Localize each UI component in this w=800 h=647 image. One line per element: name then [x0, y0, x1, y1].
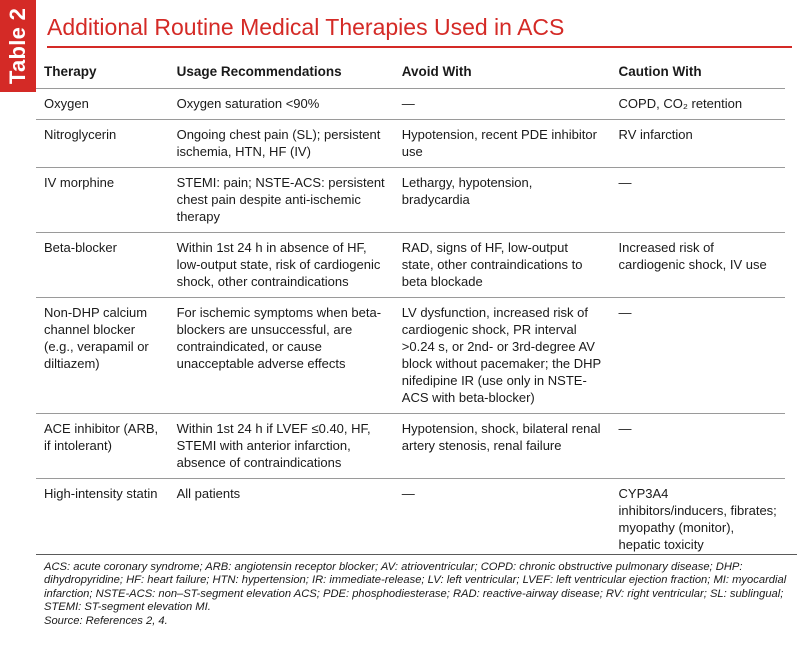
cell-avoid: LV dysfunction, increased risk of cardiogenic shock, PR interval >0.24 s, or 2nd- or 3rd-degree AV block without pacemaker; the DHP nifedipine IR (use only in NSTE-ACS with beta-blocker) — [394, 298, 611, 414]
cell-therapy: Beta-blocker — [36, 233, 169, 298]
table-row — [36, 414, 785, 479]
cell-therapy: Nitroglycerin — [36, 120, 169, 168]
cell-usage: Oxygen saturation <90% — [169, 89, 394, 120]
cell-usage: Ongoing chest pain (SL); persistent ischemia, HTN, HF (IV) — [169, 120, 394, 168]
table-row — [36, 298, 785, 414]
cell-therapy: Non-DHP calcium channel blocker (e.g., verapamil or diltiazem) — [36, 298, 169, 414]
table-row — [36, 168, 785, 233]
table-row — [36, 479, 785, 561]
cell-caution: — — [611, 168, 785, 233]
header-usage-recommendations: Usage Recommendations — [169, 52, 394, 89]
cell-avoid: RAD, signs of HF, low-output state, other contraindications to beta blockade — [394, 233, 611, 298]
table-number-tab — [0, 0, 36, 92]
table-row — [36, 233, 785, 298]
therapies-table — [36, 52, 785, 560]
cell-therapy: Oxygen — [36, 89, 169, 120]
cell-therapy: IV morphine — [36, 168, 169, 233]
cell-caution: Increased risk of cardiogenic shock, IV use — [611, 233, 785, 298]
cell-caution: RV infarction — [611, 120, 785, 168]
cell-usage: Within 1st 24 h in absence of HF, low-output state, risk of cardiogenic shock, other contraindications — [169, 233, 394, 298]
table-title: Additional Routine Medical Therapies Used in ACS — [47, 14, 792, 48]
cell-avoid: Lethargy, hypotension, bradycardia — [394, 168, 611, 233]
cell-avoid: — — [394, 479, 611, 561]
cell-caution: — — [611, 298, 785, 414]
cell-therapy: ACE inhibitor (ARB, if intolerant) — [36, 414, 169, 479]
table-number-label: Table 2 — [5, 7, 30, 85]
cell-therapy: High-intensity statin — [36, 479, 169, 561]
table-row — [36, 120, 785, 168]
abbreviations-note: ACS: acute coronary syndrome; ARB: angiotensin receptor blocker; AV: atrioventricular; COPD: chronic obstructive pulmonary disease; DHP: dihydropyridine; HF: heart failure; HTN: hypertension; IR: immediate-release; LV: left ventricular; LVEF: left ventricular ejection fraction; MI: myocardial infarction; NSTE-ACS: non–ST-segment elevation ACS; PDE: phosphodiesterase; RAD: reactive-airway disease; RV: right ventricular; SL: sublingual; STEMI: ST-segment elevation MI. — [44, 561, 787, 614]
header-avoid-with: Avoid With — [394, 52, 611, 89]
cell-caution: CYP3A4 inhibitors/inducers, fibrates; myopathy (monitor), hepatic toxicity — [611, 479, 785, 561]
cell-usage: STEMI: pain; NSTE-ACS: persistent chest pain despite anti-ischemic therapy — [169, 168, 394, 233]
cell-caution: COPD, CO₂ retention — [611, 89, 785, 120]
cell-usage: Within 1st 24 h if LVEF ≤0.40, HF, STEMI with anterior infarction, absence of contraindications — [169, 414, 394, 479]
cell-avoid: Hypotension, recent PDE inhibitor use — [394, 120, 611, 168]
cell-avoid: Hypotension, shock, bilateral renal artery stenosis, renal failure — [394, 414, 611, 479]
header-therapy: Therapy — [36, 52, 169, 89]
table-footnote — [36, 554, 797, 628]
cell-avoid: — — [394, 89, 611, 120]
cell-caution: — — [611, 414, 785, 479]
table-row — [36, 89, 785, 120]
source-note: Source: References 2, 4. — [44, 614, 168, 627]
header-caution-with: Caution With — [611, 52, 785, 89]
cell-usage: For ischemic symptoms when beta-blockers are unsuccessful, are contraindicated, or cause unacceptable adverse effects — [169, 298, 394, 414]
cell-usage: All patients — [169, 479, 394, 561]
table-header-row — [36, 52, 785, 89]
